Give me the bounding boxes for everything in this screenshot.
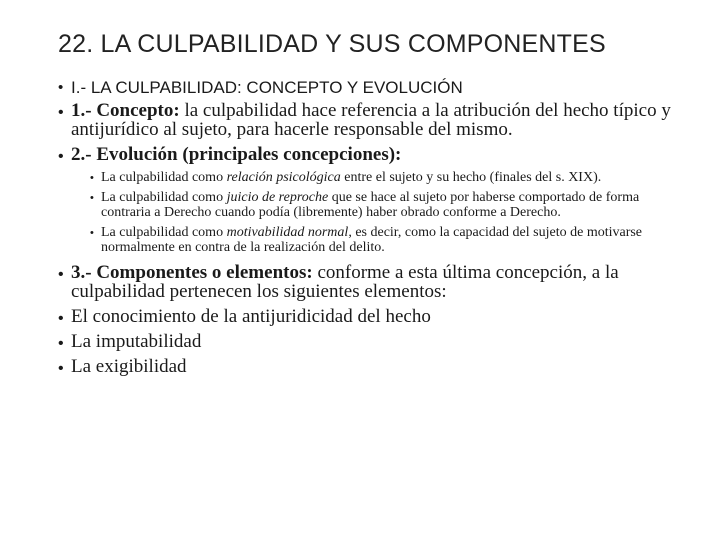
bullet-icon: • — [58, 148, 64, 165]
bullet-icon: • — [90, 192, 94, 204]
components-lead: 3.- Componentes o elementos: — [71, 262, 313, 283]
sub-item-emphasis: juicio de reproche — [226, 190, 329, 205]
concept-lead: 1.- Concepto: — [71, 100, 180, 121]
evolution-sublist — [90, 170, 690, 255]
sub-item-post: , es decir, como la capacidad del sujeto de motivarse normalmente en contra de la realización del delito. — [101, 225, 643, 255]
sub-item-emphasis: relación psicológica — [226, 170, 341, 185]
bullet-icon: • — [58, 310, 64, 327]
sub-item-psychological — [90, 170, 691, 185]
slide-content — [58, 78, 698, 382]
element-item — [58, 332, 698, 351]
element-item — [58, 357, 698, 376]
sub-item-pre: La culpabilidad como — [101, 170, 227, 185]
section-heading-item — [58, 78, 698, 98]
bullet-icon: • — [58, 79, 64, 96]
sub-item-pre: La culpabilidad como — [101, 190, 227, 205]
bullet-icon: • — [58, 104, 64, 121]
evolution-item — [58, 145, 698, 164]
evolution-lead: 2.- Evolución (principales concepciones): — [71, 144, 402, 165]
sub-item-motivability — [90, 225, 691, 255]
sub-item-reproach — [90, 190, 691, 220]
slide-title: 22. LA CULPABILIDAD Y SUS COMPONENTES — [58, 30, 606, 58]
bullet-icon: • — [58, 360, 64, 377]
element-text: El conocimiento de la antijuridicidad del hecho — [71, 306, 431, 327]
bullet-icon: • — [90, 172, 94, 184]
bullet-icon: • — [58, 335, 64, 352]
bullet-icon: • — [58, 266, 64, 283]
element-item — [58, 307, 698, 326]
sub-item-pre: La culpabilidad como — [101, 225, 227, 240]
sub-item-emphasis: motivabilidad normal — [226, 225, 349, 240]
sub-item-post: que se hace al sujeto por haberse comportado de forma contraria a Derecho cuando podía (libremente) haber obrado conforme a Derecho. — [101, 190, 640, 220]
components-item — [58, 263, 698, 301]
bullet-icon: • — [90, 227, 94, 239]
section-heading-text: I.- LA CULPABILIDAD: CONCEPTO Y EVOLUCIÓN — [71, 78, 463, 97]
sub-item-post: entre el sujeto y su hecho (finales del s. XIX). — [340, 170, 602, 185]
components-text: conforme a esta última concepción, a la culpabilidad pertenecen los siguientes elementos: — [71, 262, 619, 302]
element-text: La imputabilidad — [71, 331, 202, 352]
concept-item — [58, 101, 698, 139]
concept-text: la culpabilidad hace referencia a la atribución del hecho típico y antijurídico al sujeto, para hacerle responsable del mismo. — [71, 100, 671, 140]
element-text: La exigibilidad — [71, 356, 187, 377]
